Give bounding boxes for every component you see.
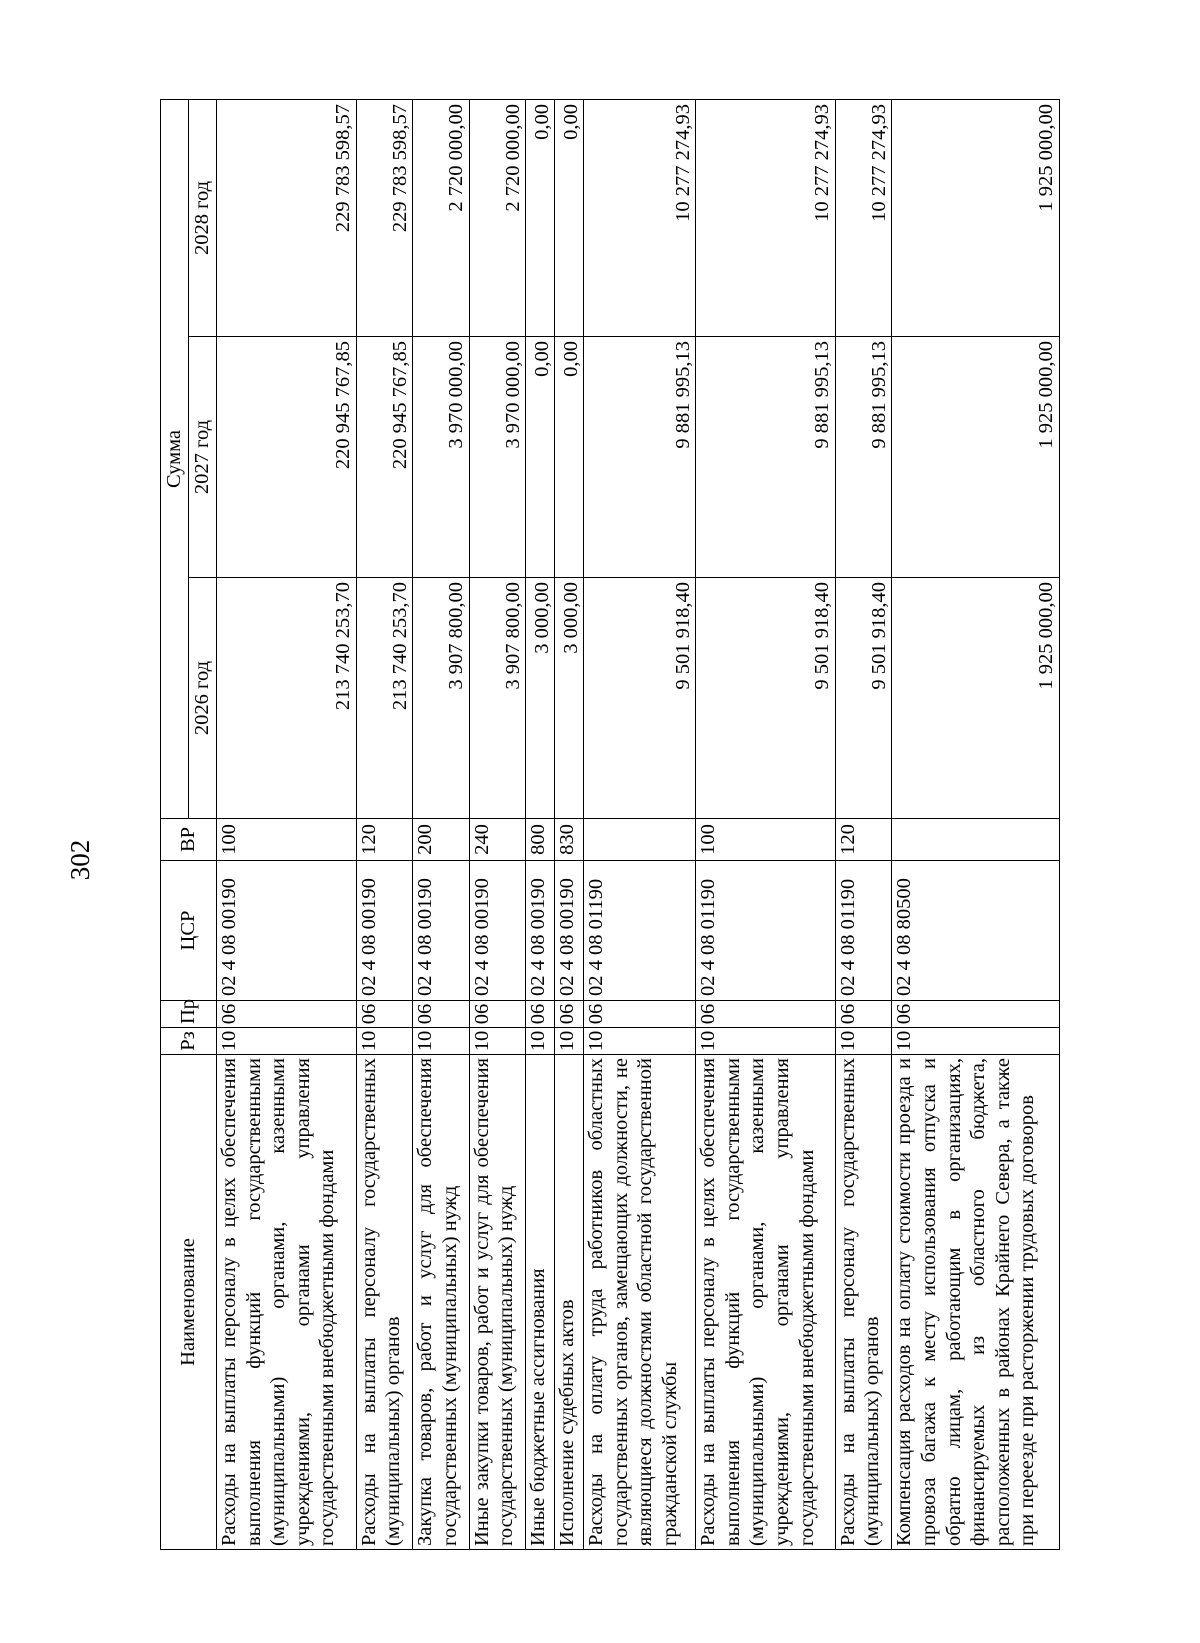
header-rz: Рз [161, 1028, 217, 1055]
header-2028: 2028 год [189, 99, 217, 336]
row-pr: 06 [469, 1001, 526, 1028]
header-csr: ЦСР [161, 861, 217, 1001]
row-csr: 02 4 08 01190 [696, 861, 836, 1001]
row-csr: 02 4 08 80500 [892, 861, 1060, 1001]
row-2027: 220 945 767,85 [217, 337, 357, 578]
row-2026: 213 740 253,70 [217, 578, 357, 819]
row-2026: 3 907 800,00 [469, 578, 526, 819]
row-csr: 02 4 08 01190 [584, 861, 696, 1001]
row-pr: 06 [892, 1001, 1060, 1028]
row-vr: 240 [469, 819, 526, 861]
row-pr: 06 [584, 1001, 696, 1028]
row-pr: 06 [835, 1001, 892, 1028]
row-2027: 9 881 995,13 [584, 337, 696, 578]
row-2028: 229 783 598,57 [217, 99, 357, 336]
row-name: Расходы на оплату труда работников областных государственных органов, замещающих должности, не являющиеся должностями областной государственной гражданской службы [584, 1055, 696, 1550]
row-csr: 02 4 08 00190 [469, 861, 526, 1001]
row-csr: 02 4 08 00190 [555, 861, 584, 1001]
row-2028: 10 277 274,93 [584, 99, 696, 336]
row-name: Закупка товаров, работ и услуг для обеспечения государственных (муниципальных) нужд [413, 1055, 470, 1550]
header-2026: 2026 год [189, 578, 217, 819]
row-name: Исполнение судебных актов [555, 1055, 584, 1550]
row-rz: 10 [555, 1028, 584, 1055]
row-2026: 3 000,00 [526, 578, 555, 819]
row-rz: 10 [217, 1028, 357, 1055]
row-rz: 10 [835, 1028, 892, 1055]
header-vr: ВР [161, 819, 217, 861]
table-row [584, 99, 696, 1549]
row-2027: 9 881 995,13 [696, 337, 836, 578]
header-2027: 2027 год [189, 337, 217, 578]
row-vr: 200 [413, 819, 470, 861]
row-vr: 800 [526, 819, 555, 861]
row-2028: 10 277 274,93 [696, 99, 836, 336]
row-2028: 2 720 000,00 [413, 99, 470, 336]
table-row [696, 99, 836, 1549]
header-sum: Сумма [161, 99, 189, 818]
row-csr: 02 4 08 00190 [526, 861, 555, 1001]
row-2026: 3 907 800,00 [413, 578, 470, 819]
row-pr: 06 [217, 1001, 357, 1028]
row-name: Иные бюджетные ассигнования [526, 1055, 555, 1550]
header-name: Наименование [161, 1055, 217, 1550]
row-2028: 229 783 598,57 [356, 99, 413, 336]
row-name: Расходы на выплаты персоналу государственных (муниципальных) органов [835, 1055, 892, 1550]
row-2026: 1 925 000,00 [892, 578, 1060, 819]
row-2028: 0,00 [555, 99, 584, 336]
table-row [356, 99, 413, 1549]
row-name: Расходы на выплаты персоналу в целях обеспечения выполнения функций государственными (муниципальными) органами, казенными учреждениями, органами управления государственными внебюджетными фондами [217, 1055, 357, 1550]
row-name: Расходы на выплаты персоналу в целях обеспечения выполнения функций государственными (муниципальными) органами, казенными учреждениями, органами управления государственными внебюджетными фондами [696, 1055, 836, 1550]
table-row [217, 99, 357, 1549]
row-pr: 06 [526, 1001, 555, 1028]
rotated-table-wrapper [160, 100, 1060, 1550]
budget-table [160, 99, 1060, 1550]
row-vr: 830 [555, 819, 584, 861]
row-rz: 10 [696, 1028, 836, 1055]
row-vr: 120 [356, 819, 413, 861]
row-vr: 120 [835, 819, 892, 861]
row-csr: 02 4 08 00190 [413, 861, 470, 1001]
row-2028: 2 720 000,00 [469, 99, 526, 336]
page-number: 302 [64, 839, 95, 881]
table-row [469, 99, 526, 1549]
row-2027: 1 925 000,00 [892, 337, 1060, 578]
row-2026: 213 740 253,70 [356, 578, 413, 819]
row-vr: 100 [217, 819, 357, 861]
row-rz: 10 [892, 1028, 1060, 1055]
row-2027: 3 970 000,00 [469, 337, 526, 578]
row-2027: 0,00 [526, 337, 555, 578]
row-pr: 06 [356, 1001, 413, 1028]
row-2027: 9 881 995,13 [835, 337, 892, 578]
row-2028: 0,00 [526, 99, 555, 336]
row-2026: 9 501 918,40 [696, 578, 836, 819]
row-pr: 06 [555, 1001, 584, 1028]
row-csr: 02 4 08 00190 [217, 861, 357, 1001]
row-rz: 10 [469, 1028, 526, 1055]
row-2028: 10 277 274,93 [835, 99, 892, 336]
row-rz: 10 [356, 1028, 413, 1055]
row-pr: 06 [696, 1001, 836, 1028]
row-rz: 10 [584, 1028, 696, 1055]
table-row [413, 99, 470, 1549]
table-row [892, 99, 1060, 1549]
row-name: Иные закупки товаров, работ и услуг для обеспечения государственных (муниципальных) нужд [469, 1055, 526, 1550]
row-rz: 10 [413, 1028, 470, 1055]
row-2027: 0,00 [555, 337, 584, 578]
table-row [835, 99, 892, 1549]
table-row [526, 99, 555, 1549]
row-2026: 9 501 918,40 [584, 578, 696, 819]
row-2027: 3 970 000,00 [413, 337, 470, 578]
row-vr [892, 819, 1060, 861]
table-row [555, 99, 584, 1549]
row-vr [584, 819, 696, 861]
row-2026: 9 501 918,40 [835, 578, 892, 819]
row-csr: 02 4 08 01190 [835, 861, 892, 1001]
row-rz: 10 [526, 1028, 555, 1055]
row-2026: 3 000,00 [555, 578, 584, 819]
row-pr: 06 [413, 1001, 470, 1028]
row-name: Расходы на выплаты персоналу государственных (муниципальных) органов [356, 1055, 413, 1550]
row-vr: 100 [696, 819, 836, 861]
row-2028: 1 925 000,00 [892, 99, 1060, 336]
row-name: Компенсация расходов на оплату стоимости проезда и провоза багажа к месту использования отпуска и обратно лицам, работающим в организациях, финансируемых из областного бюджета, расположенных в районах Крайнего Севера, а также при переезде при расторжении трудовых договоров [892, 1055, 1060, 1550]
row-2027: 220 945 767,85 [356, 337, 413, 578]
header-pr: Пр [161, 1001, 217, 1028]
row-csr: 02 4 08 00190 [356, 861, 413, 1001]
